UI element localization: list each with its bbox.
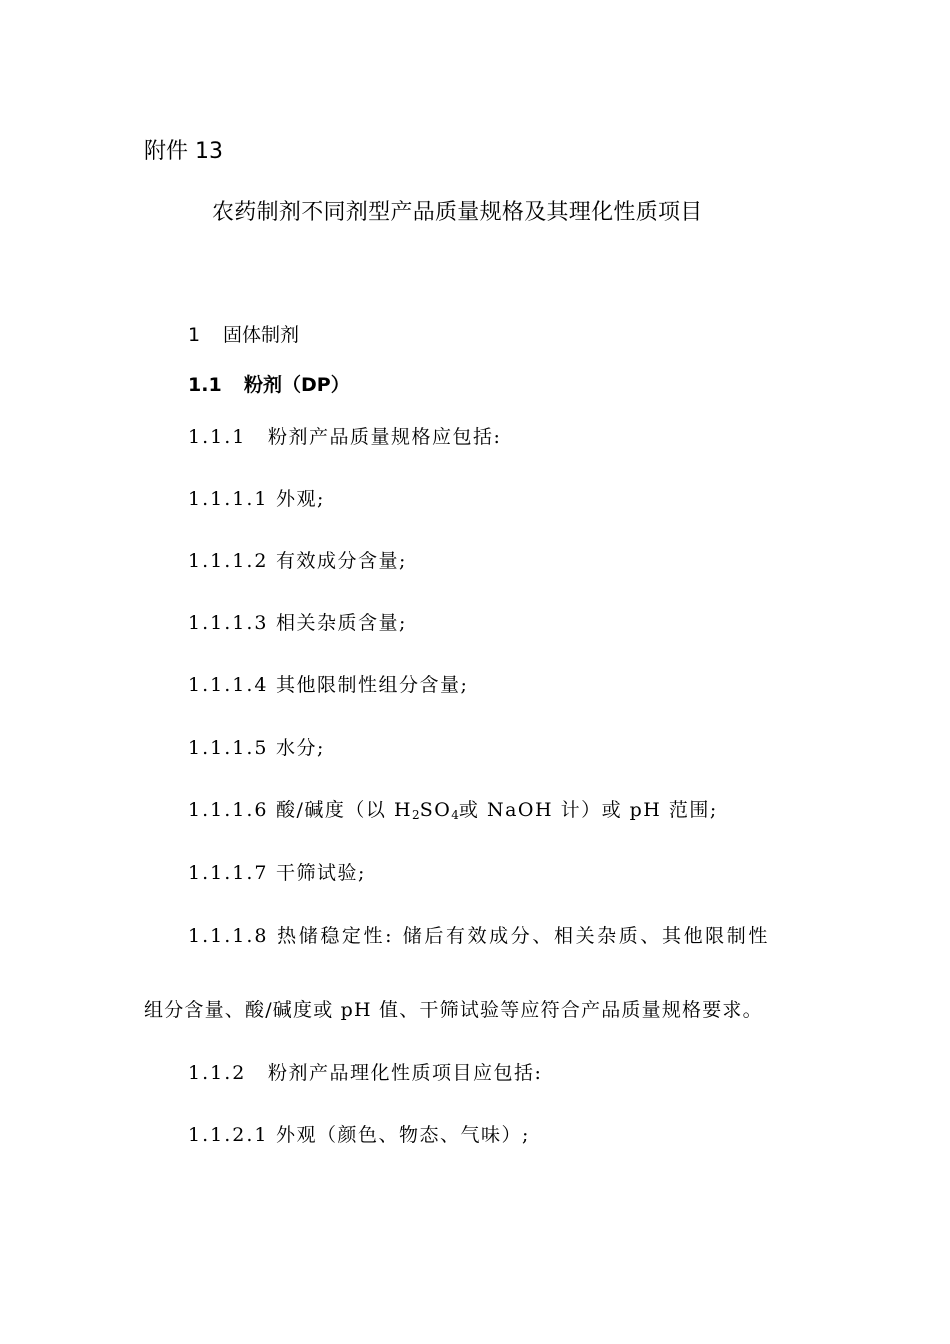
clause-text-part-b: SO [419,799,452,821]
clause-text: 干筛试验; [276,862,366,884]
clause-number: 1.1.1.8 [188,925,269,947]
clause-1-1-1-8 [188,927,770,946]
clause-text: 其他限制性组分含量; [276,674,469,696]
clause-1-1-1-8-continuation: 组分含量、酸/碱度或 pH 值、干筛试验等应符合产品质量规格要求。 [144,999,763,1021]
section-heading-1-1 [188,376,350,395]
subscript-4: 4 [451,808,459,822]
clause-text: 外观（颜色、物态、气味）; [276,1124,530,1146]
clause-text: 有效成分含量; [276,550,407,572]
section-heading-1 [188,326,299,345]
attachment-label: 附件 13 [144,139,223,164]
clause-1-1-1-7 [188,864,366,883]
clause-number: 1.1.1.3 [188,612,269,634]
document-title: 农药制剂不同剂型产品质量规格及其理化性质项目 [212,200,703,225]
clause-number: 1.1.1.5 [188,737,269,759]
section-number: 1 [188,324,201,346]
clause-number: 1.1.2.1 [188,1124,269,1146]
clause-1-1-1-6 [188,801,718,821]
clause-text: 热储稳定性: 储后有效成分、相关杂质、其他限制性 [277,925,770,947]
clause-1-1-1-5 [188,739,325,758]
section-title: 固体制剂 [223,324,300,346]
clause-number: 1.1.1.4 [188,674,269,696]
clause-number: 1.1.1.6 [188,799,269,821]
section-number: 1.1 [188,374,222,396]
clause-1-1-1-3 [188,614,407,633]
clause-text-part-a: 酸/碱度（以 H [276,799,413,821]
section-title: 粉剂（DP） [244,374,350,396]
clause-text: 粉剂产品质量规格应包括: [268,426,502,448]
clause-number: 1.1.1 [188,426,247,448]
clause-1-1-1 [188,428,501,447]
clause-1-1-2-1 [188,1126,530,1145]
clause-number: 1.1.1.2 [188,550,269,572]
clause-1-1-2 [188,1064,542,1083]
clause-text-part-c: 或 NaOH 计）或 pH 范围; [458,799,718,821]
clause-number: 1.1.1.1 [188,488,269,510]
clause-number: 1.1.1.7 [188,862,269,884]
clause-1-1-1-2 [188,552,407,571]
clause-number: 1.1.2 [188,1062,247,1084]
clause-text: 水分; [276,737,325,759]
clause-1-1-1-4 [188,676,468,695]
clause-1-1-1-1 [188,490,325,509]
clause-text: 粉剂产品理化性质项目应包括: [268,1062,543,1084]
clause-text: 外观; [276,488,325,510]
clause-text: 相关杂质含量; [276,612,407,634]
subscript-2: 2 [412,808,420,822]
